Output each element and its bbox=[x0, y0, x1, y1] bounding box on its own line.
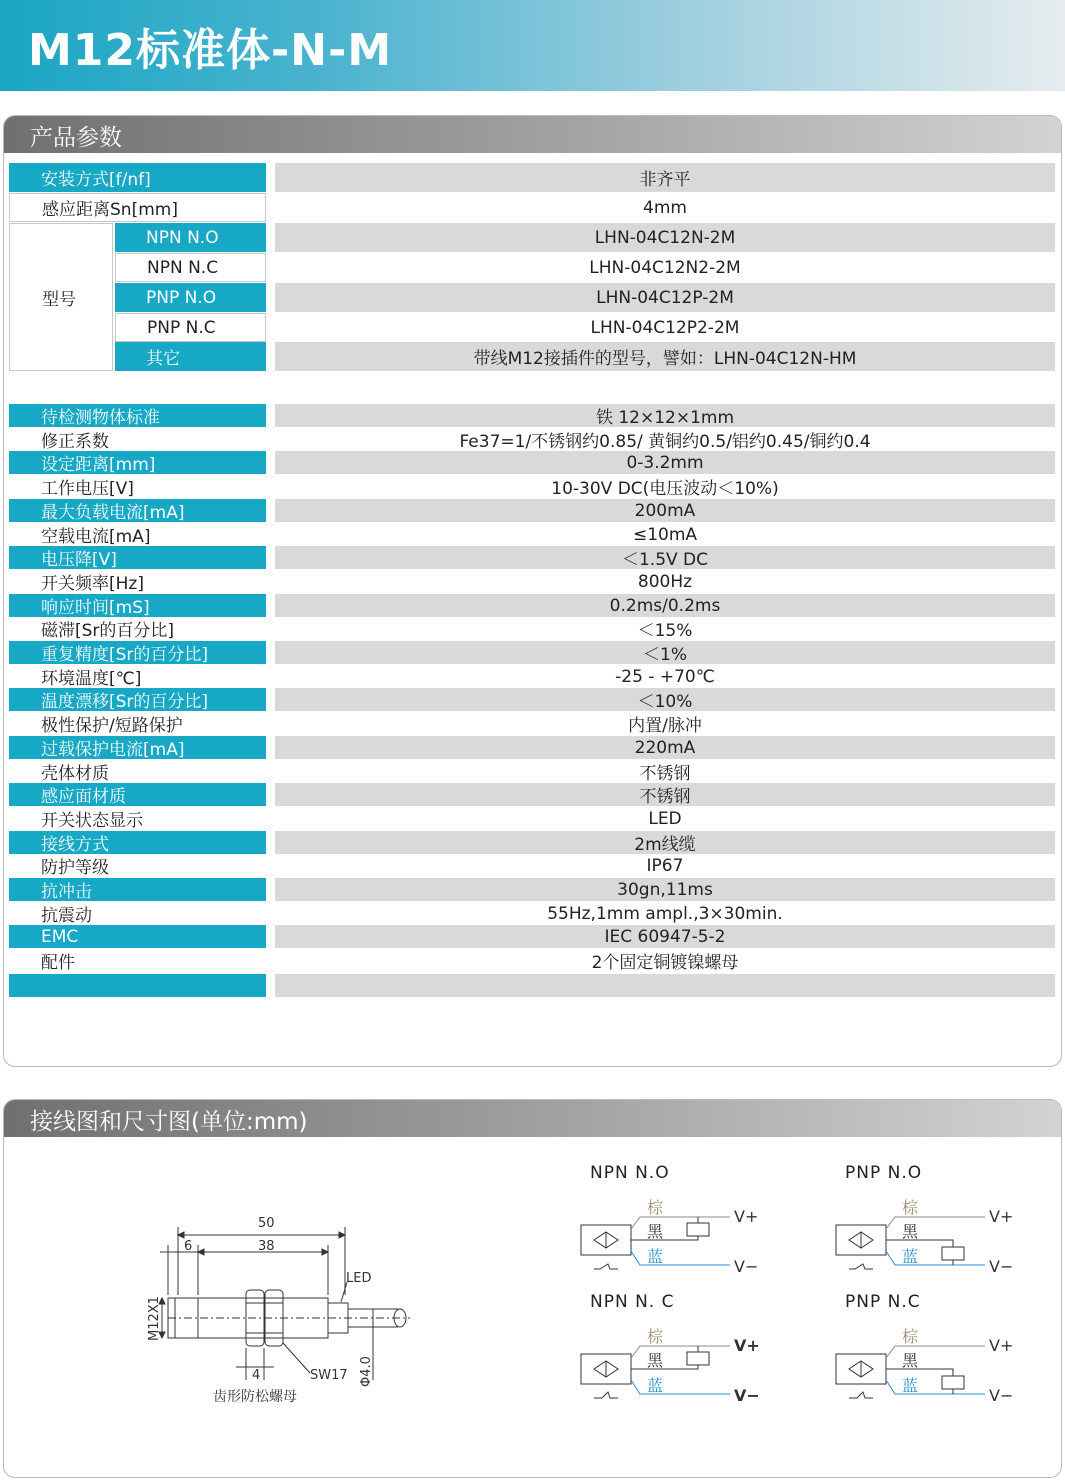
spec-value: 30gn,11ms bbox=[275, 878, 1055, 901]
title-banner bbox=[0, 0, 1065, 91]
mount-value: 非齐平 bbox=[275, 163, 1055, 192]
brown-label: 棕 bbox=[647, 1327, 664, 1346]
spec-value: IEC 60947-5-2 bbox=[275, 925, 1055, 948]
spec-label: 最大负载电流[mA] bbox=[9, 499, 266, 522]
spec-value: -25 - +70℃ bbox=[275, 665, 1055, 688]
sensing-value: 4mm bbox=[275, 193, 1055, 222]
spec-value: 不锈钢 bbox=[275, 760, 1055, 783]
spec-label: 温度漂移[Sr的百分比] bbox=[9, 688, 266, 711]
model-pnp-no-value: LHN-04C12P-2M bbox=[275, 283, 1055, 312]
vminus-label: V− bbox=[734, 1386, 760, 1405]
wiring-title-unit: (单位:mm) bbox=[191, 1109, 308, 1135]
spec-value: ＜1.5V DC bbox=[275, 546, 1055, 569]
spec-value: LED bbox=[275, 807, 1055, 830]
blue-wire bbox=[631, 1251, 730, 1265]
dimension-drawing bbox=[140, 1205, 430, 1410]
vplus-label: V+ bbox=[989, 1336, 1014, 1355]
wiring-panel-header bbox=[4, 1100, 1061, 1137]
spec-label: 感应面材质 bbox=[9, 783, 266, 806]
sw17-label: SW17 bbox=[310, 1368, 348, 1383]
nut-caption: 齿形防松螺母 bbox=[213, 1389, 297, 1405]
model-npn-no-value: LHN-04C12N-2M bbox=[275, 223, 1055, 252]
blue-label: 蓝 bbox=[902, 1247, 919, 1266]
vplus-label: V+ bbox=[734, 1336, 760, 1355]
brown-label: 棕 bbox=[647, 1198, 664, 1217]
black-label: 黑 bbox=[647, 1222, 664, 1241]
spec-label: 壳体材质 bbox=[9, 760, 266, 783]
spec-label: 开关频率[Hz] bbox=[9, 570, 266, 593]
spec-value: 10-30V DC(电压波动＜10%) bbox=[275, 475, 1055, 498]
dim-6-label: 6 bbox=[184, 1239, 193, 1254]
switch-symbol bbox=[849, 1392, 873, 1398]
spec-value: ＜10% bbox=[275, 688, 1055, 711]
wiring-diagram bbox=[835, 1316, 1035, 1406]
spec-label: 工作电压[V] bbox=[9, 475, 266, 498]
arrow-right-50 bbox=[339, 1232, 345, 1238]
mount-label: 安装方式[f/nf] bbox=[9, 163, 266, 192]
model-pnp-nc-label: PNP N.C bbox=[115, 313, 266, 342]
load bbox=[942, 1376, 964, 1389]
spec-value: 800Hz bbox=[275, 570, 1055, 593]
model-npn-no-label: NPN N.O bbox=[115, 223, 266, 252]
brown-wire bbox=[631, 1217, 730, 1229]
spec-label: 空载电流[mA] bbox=[9, 523, 266, 546]
model-npn-nc-value: LHN-04C12N2-2M bbox=[275, 253, 1055, 282]
wiring-diagram bbox=[835, 1187, 1035, 1277]
spec-table-footer-value bbox=[275, 974, 1055, 997]
spec-label: 响应时间[mS] bbox=[9, 594, 266, 617]
spec-label: 接线方式 bbox=[9, 831, 266, 854]
wiring-diagram bbox=[580, 1187, 780, 1277]
spec-value: 内置/脉冲 bbox=[275, 712, 1055, 735]
load bbox=[942, 1247, 964, 1260]
model-pnp-nc-value: LHN-04C12P2-2M bbox=[275, 313, 1055, 342]
params-section-title: 产品参数 bbox=[30, 125, 122, 151]
spec-value: 0.2ms/0.2ms bbox=[275, 594, 1055, 617]
wiring-title: NPN N. C bbox=[590, 1292, 675, 1312]
spec-value: ≤10mA bbox=[275, 523, 1055, 546]
spec-label: 配件 bbox=[9, 949, 266, 972]
spec-value: 2个固定铜镀镍螺母 bbox=[275, 949, 1055, 972]
spec-label: 过载保护电流[mA] bbox=[9, 736, 266, 759]
spec-value: Fe37=1/不锈钢约0.85/ 黄铜约0.5/铝约0.45/铜约0.4 bbox=[275, 428, 1055, 451]
black-label: 黑 bbox=[902, 1351, 919, 1370]
cable-dia-label: Φ4.0 bbox=[359, 1356, 374, 1387]
spec-label: 抗震动 bbox=[9, 902, 266, 925]
load bbox=[687, 1352, 709, 1365]
switch-symbol bbox=[849, 1264, 873, 1269]
vminus-label: V− bbox=[734, 1257, 759, 1276]
model-label: 型号 bbox=[9, 223, 113, 371]
spec-value: 2m线缆 bbox=[275, 831, 1055, 854]
spec-label: 开关状态显示 bbox=[9, 807, 266, 830]
vplus-label: V+ bbox=[989, 1207, 1014, 1226]
brown-wire bbox=[886, 1217, 985, 1229]
spec-label: 待检测物体标准 bbox=[9, 404, 266, 427]
thread-label: M12X1 bbox=[147, 1296, 162, 1341]
blue-label: 蓝 bbox=[647, 1376, 664, 1395]
spec-label: 修正系数 bbox=[9, 428, 266, 451]
dim-50-label: 50 bbox=[258, 1216, 275, 1231]
spec-label: 磁滞[Sr的百分比] bbox=[9, 617, 266, 640]
spec-label: 环境温度[℃] bbox=[9, 665, 266, 688]
spec-value: 220mA bbox=[275, 736, 1055, 759]
page-title: M12标准体-N-M bbox=[28, 25, 393, 76]
model-pnp-no-label: PNP N.O bbox=[115, 283, 266, 312]
spec-label: 防护等级 bbox=[9, 854, 266, 877]
brown-label: 棕 bbox=[902, 1327, 919, 1346]
model-npn-nc-label: NPN N.C bbox=[115, 253, 266, 282]
switch-symbol bbox=[594, 1264, 618, 1269]
spec-value: 不锈钢 bbox=[275, 783, 1055, 806]
black-label: 黑 bbox=[647, 1351, 664, 1370]
spec-label: 抗冲击 bbox=[9, 878, 266, 901]
spec-value: 铁 12×12×1mm bbox=[275, 404, 1055, 427]
brown-label: 棕 bbox=[902, 1198, 919, 1217]
blue-label: 蓝 bbox=[902, 1376, 919, 1395]
vminus-label: V− bbox=[989, 1257, 1014, 1276]
vplus-label: V+ bbox=[734, 1207, 759, 1226]
spec-value: 0-3.2mm bbox=[275, 451, 1055, 474]
wiring-title-main: 接线图和尺寸图 bbox=[30, 1109, 191, 1135]
wiring-title: PNP N.C bbox=[845, 1292, 921, 1312]
spec-label: EMC bbox=[9, 925, 266, 948]
black-label: 黑 bbox=[902, 1222, 919, 1241]
switch-symbol bbox=[594, 1392, 618, 1398]
dim-38-label: 38 bbox=[258, 1239, 275, 1254]
spec-label: 极性保护/短路保护 bbox=[9, 712, 266, 735]
wiring-diagram bbox=[580, 1316, 780, 1406]
wiring-section-title bbox=[30, 1103, 308, 1136]
blue-wire bbox=[886, 1251, 985, 1265]
spec-value: ＜1% bbox=[275, 641, 1055, 664]
spec-value: 55Hz,1mm ampl.,3×30min. bbox=[275, 902, 1055, 925]
blue-label: 蓝 bbox=[647, 1247, 664, 1266]
sensing-label: 感应距离Sn[mm] bbox=[9, 193, 266, 222]
arrow-left-50 bbox=[178, 1232, 184, 1238]
brown-wire bbox=[886, 1346, 985, 1358]
params-panel-header bbox=[4, 116, 1061, 153]
wiring-title: NPN N.O bbox=[590, 1163, 670, 1183]
spec-value: 200mA bbox=[275, 499, 1055, 522]
blue-wire bbox=[886, 1380, 985, 1394]
spec-value: ＜15% bbox=[275, 617, 1055, 640]
model-other-label: 其它 bbox=[115, 342, 266, 371]
spec-value: IP67 bbox=[275, 854, 1055, 877]
led-label: LED bbox=[346, 1271, 372, 1286]
load bbox=[687, 1223, 709, 1236]
spec-label: 设定距离[mm] bbox=[9, 451, 266, 474]
model-other-value: 带线M12接插件的型号，譬如：LHN-04C12N-HM bbox=[275, 342, 1055, 371]
spec-table-footer-label bbox=[9, 974, 266, 997]
spec-label: 电压降[V] bbox=[9, 546, 266, 569]
spec-label: 重复精度[Sr的百分比] bbox=[9, 641, 266, 664]
brown-wire bbox=[631, 1346, 730, 1358]
wiring-title: PNP N.O bbox=[845, 1163, 923, 1183]
blue-wire bbox=[631, 1380, 730, 1394]
vminus-label: V− bbox=[989, 1386, 1014, 1405]
dim-4-label: 4 bbox=[252, 1368, 261, 1383]
